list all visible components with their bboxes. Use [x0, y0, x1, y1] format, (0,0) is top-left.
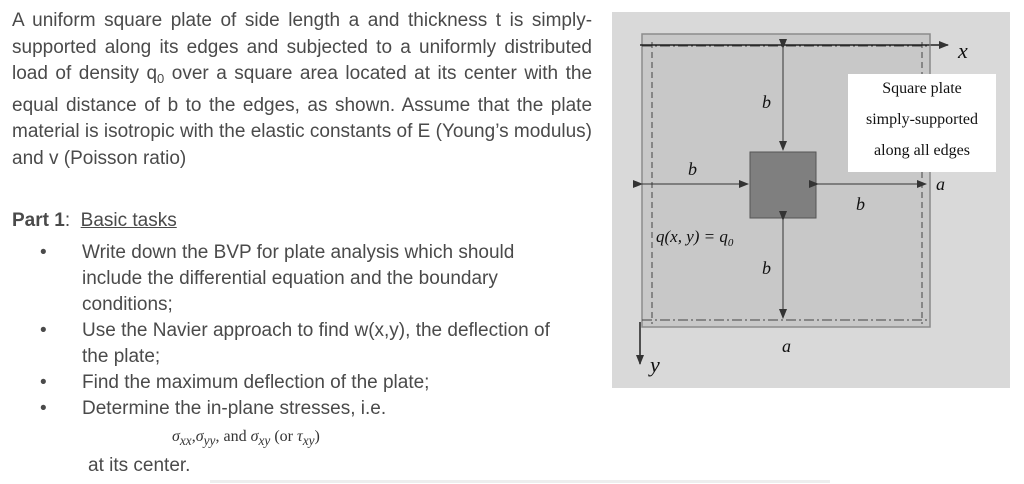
- caption-line-3: along all edges: [874, 142, 970, 159]
- intro-paragraph: A uniform square plate of side length a and thickness t is simply-supported along its edges and subjected to a uniformly distributed load of density $q_0$ over a square area located at its center with the equal distance of b to the edges, as shown. Assume that the plate material is isotropic with the elastic constants of E (Young’s modulus) and v (Poisson ratio): [12, 10, 593, 169]
- load-area: [750, 152, 816, 218]
- b-label-left: b: [688, 159, 697, 179]
- stress-components: $\sigma_{xx},\sigma_{yy}$, and $\sigma_{xy}$ (or $\tau_{xy}$): [172, 428, 320, 449]
- b-label-top: b: [762, 92, 771, 112]
- problem-statement: [12, 8, 592, 172]
- b-label-bottom: b: [762, 258, 771, 278]
- b-label-right: b: [856, 194, 865, 214]
- y-label: y: [650, 352, 660, 377]
- x-label: x: [958, 38, 968, 63]
- divider: [210, 480, 830, 483]
- list-item: • Use the Navier approach to find w(x,y), the deflection of the plate;: [40, 320, 550, 367]
- caption-line-2: simply-supported: [866, 111, 978, 128]
- part-title: Basic tasks: [80, 210, 177, 231]
- plate-figure: [612, 12, 1010, 388]
- list-item: • Find the maximum deflection of the plate;: [40, 372, 430, 393]
- list-item: • Write down the BVP for plate analysis which should include the differential equation and the boundary conditions;: [40, 242, 515, 315]
- center-text: at its center.: [88, 455, 191, 476]
- task-list: [12, 240, 572, 422]
- load-label: q(x, $y) = q_0$: [656, 227, 734, 249]
- list-item: • Determine the in-plane stresses, i.e.: [40, 398, 387, 419]
- a-label-right: a: [936, 174, 945, 194]
- caption-line-1: Square plate: [882, 80, 962, 97]
- part-heading: Part 1: Basic tasks: [12, 210, 177, 231]
- a-label-bottom: a: [782, 336, 791, 356]
